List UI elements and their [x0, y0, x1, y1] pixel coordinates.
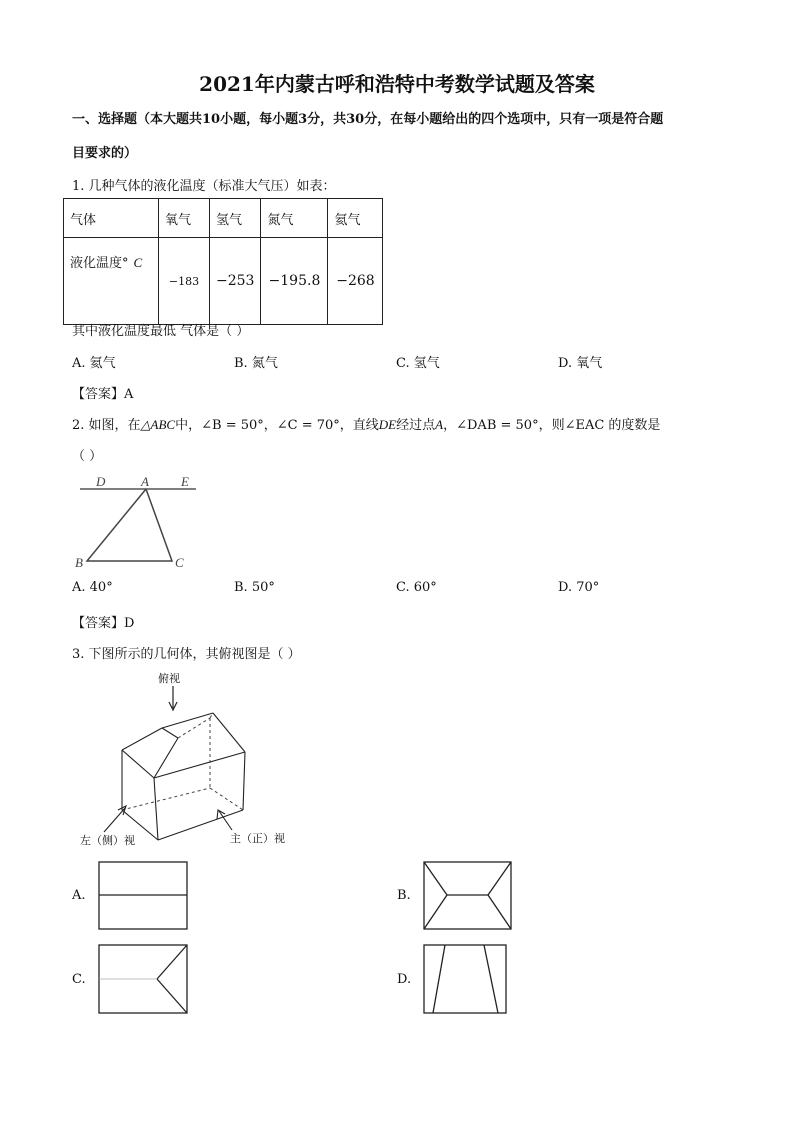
- label-front-view: 主（正）视: [230, 832, 285, 845]
- q1-option-d: D. 氧气: [558, 356, 603, 371]
- label-c: C: [175, 555, 184, 570]
- table-header-cell: 氢气: [210, 199, 261, 238]
- q2-stem-mid1: 中，∠B = 50°，∠C = 70°，直线: [175, 418, 379, 433]
- q2-stem-start: 2. 如图，在: [72, 418, 141, 433]
- label-a: A: [141, 474, 149, 489]
- q2-option-a: A. 40°: [72, 580, 113, 595]
- table-cell: −195.8: [261, 238, 328, 325]
- section-heading-line2: 目要求的）: [72, 146, 138, 161]
- q1-option-a: A. 氦气: [72, 356, 116, 371]
- q2-option-c: C. 60°: [396, 580, 437, 595]
- table-header-cell: 氮气: [261, 199, 328, 238]
- q2-answer: 【答案】D: [72, 616, 135, 631]
- label-b: B: [75, 555, 83, 570]
- row-label-unit: C: [133, 255, 143, 270]
- option-b-figure: [424, 862, 511, 929]
- q3-option-a-label: A.: [72, 888, 86, 903]
- q1-option-c: C. 氢气: [396, 356, 440, 371]
- q2-stem-line2: （ ）: [72, 449, 103, 464]
- page-title: 2021年内蒙古呼和浩特中考数学试题及答案: [199, 72, 595, 96]
- q1-answer: 【答案】A: [72, 387, 134, 402]
- section-heading-line1: 一、选择题（本大题共10小题，每小题3分，共30分，在每小题给出的四个选项中，只有一项是符合题: [72, 112, 664, 127]
- q3-option-c-label: C.: [72, 972, 86, 987]
- q1-question: 其中液化温度最低 气体是（ ）: [72, 324, 250, 339]
- q2-triangle: △ABC: [140, 417, 176, 432]
- q3-option-b-label: B.: [397, 888, 411, 903]
- q1-option-b: B. 氮气: [234, 356, 278, 371]
- q3-option-d-label: D.: [397, 972, 412, 987]
- option-c-figure: [99, 945, 187, 1013]
- label-top-view: 俯视: [158, 672, 180, 685]
- table-cell: −253: [210, 238, 261, 325]
- q3-stem: 3. 下图所示的几何体，其俯视图是（ ）: [72, 647, 301, 662]
- q2-point: A: [435, 417, 444, 432]
- option-a-figure: [99, 862, 187, 929]
- q2-stem-mid2: 经过点: [396, 418, 436, 433]
- label-side-view: 左（侧）视: [80, 834, 135, 847]
- row-label-text: 液化温度°: [70, 256, 129, 271]
- table-cell: −183: [159, 238, 210, 325]
- q2-stem-end: ，∠DAB = 50°，则∠EAC 的度数是: [443, 418, 661, 433]
- option-d-figure: [424, 945, 506, 1013]
- q2-option-b: B. 50°: [234, 580, 275, 595]
- table-header-cell: 氦气: [328, 199, 383, 238]
- label-e: E: [181, 474, 189, 489]
- table-header-cell: 气体: [64, 199, 159, 238]
- q2-line-name: DE: [378, 417, 397, 432]
- q2-option-d: D. 70°: [558, 580, 600, 595]
- label-d: D: [96, 474, 106, 489]
- table-cell: −268: [328, 238, 383, 325]
- q1-stem: 1. 几种气体的液化温度（标准大气压）如表：: [72, 179, 336, 194]
- table-header-cell: 氧气: [159, 199, 210, 238]
